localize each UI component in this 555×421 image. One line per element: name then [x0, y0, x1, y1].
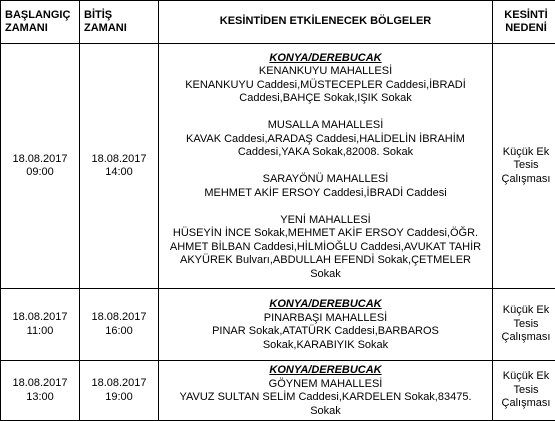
start-time-cell: 18.08.2017 13:00: [1, 361, 80, 421]
end-time-cell: 18.08.2017 14:00: [80, 44, 159, 289]
header-start-time: BAŞLANGIÇ ZAMANI: [1, 1, 80, 44]
affected-areas-cell: [159, 361, 493, 421]
start-time-cell: 18.08.2017 11:00: [1, 289, 80, 361]
header-affected-areas: KESİNTİDEN ETKİLENECEK BÖLGELER: [159, 1, 493, 44]
neighborhood-block: GÖYNEM MAHALLESİ YAVUZ SULTAN SELİM Caddesi,KARDELEN Sokak,83475. Sokak: [161, 378, 490, 419]
start-time-cell: 18.08.2017 09:00: [1, 44, 80, 289]
reason-cell: Küçük Ek Tesis Çalışması: [493, 361, 555, 421]
neighborhood-block: MUSALLA MAHALLESİ KAVAK Caddesi,ARADAŞ Caddesi,HALİDELİN İBRAHİM Caddesi,YAKA Sokak,82008. Sokak: [161, 119, 490, 160]
neighborhood-block: PINARBAŞI MAHALLESİ PINAR Sokak,ATATÜRK Caddesi,BARBAROS Sokak,KARABIYIK Sokak: [161, 312, 490, 353]
neighborhood-block: SARAYÖNÜ MAHALLESİ MEHMET AKİF ERSOY Caddesi,İBRADİ Caddesi: [161, 173, 490, 200]
end-time-cell: 18.08.2017 19:00: [80, 361, 159, 421]
affected-areas-cell: [159, 289, 493, 361]
header-reason: KESİNTİ NEDENİ: [493, 1, 555, 44]
city-label: KONYA/DEREBUCAK: [161, 298, 490, 312]
table-row: [1, 289, 555, 361]
end-time-cell: 18.08.2017 16:00: [80, 289, 159, 361]
table-row: [1, 44, 555, 289]
neighborhood-block: KENANKUYU MAHALLESİ KENANKUYU Caddesi,MÜSTECEPLER Caddesi,İBRADİ Caddesi,BAHÇE Sokak,IŞIK Sokak: [161, 65, 490, 106]
city-label: KONYA/DEREBUCAK: [161, 364, 490, 378]
table-row: [1, 361, 555, 421]
header-row: [1, 1, 555, 44]
header-end-time: BİTİŞ ZAMANI: [80, 1, 159, 44]
reason-cell: Küçük Ek Tesis Çalışması: [493, 44, 555, 289]
reason-cell: Küçük Ek Tesis Çalışması: [493, 289, 555, 361]
city-label: KONYA/DEREBUCAK: [161, 52, 490, 66]
neighborhood-block: YENİ MAHALLESİ HÜSEYİN İNCE Sokak,MEHMET AKİF ERSOY Caddesi,ÖĞR. AHMET BİLBAN Caddesi,HİLMİOĞLU Caddesi,AVUKAT TAHİR AKYÜREK Bulvarı,ABDULLAH EFENDİ Sokak,ÇETMELER Sokak: [161, 214, 490, 282]
affected-areas-cell: [159, 44, 493, 289]
